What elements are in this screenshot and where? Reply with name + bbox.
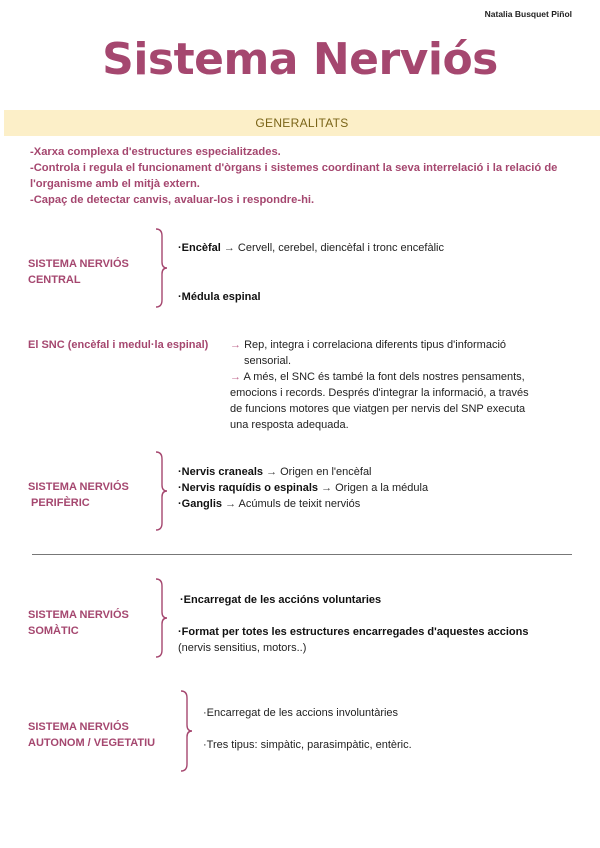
snp-item-bold: ·Nervis craneals bbox=[178, 466, 263, 478]
brace-icon bbox=[152, 228, 168, 308]
somatic-item-bold: ·Format per totes les estructures encarregades d'aquestes accions bbox=[178, 626, 529, 638]
snc-item-encefal bbox=[178, 240, 444, 256]
generalitats-item: -Capaç de detectar canvis, avaluar-los i respondre-hi. bbox=[30, 194, 315, 206]
snc-item-bold: ·Médula espinal bbox=[178, 291, 261, 303]
snc-item-medula bbox=[178, 289, 261, 305]
somatic-item-bold: ·Encarregat de les accións voluntaries bbox=[180, 594, 382, 606]
arrow-icon: → bbox=[230, 339, 241, 351]
snc-label-line: SISTEMA NERVIÓS bbox=[28, 258, 129, 270]
page-title: Sistema Nerviós bbox=[102, 34, 498, 85]
autonom-label bbox=[28, 719, 155, 751]
snp-items bbox=[178, 464, 428, 512]
snc-desc-line-text: A més, el SNC és també la font dels nostres pensaments, bbox=[243, 371, 525, 383]
brace-icon bbox=[152, 451, 168, 531]
snp-label-line: PERIFÈRIC bbox=[28, 497, 90, 509]
snp-item-text: Acúmuls de teixit nerviós bbox=[238, 498, 361, 510]
somatic-label-line: SISTEMA NERVIÓS bbox=[28, 609, 129, 621]
section-heading-band bbox=[4, 110, 600, 136]
snp-item-bold: ·Nervis raquídis o espinals bbox=[178, 482, 318, 494]
snc-item-bold: ·Encèfal bbox=[178, 242, 221, 254]
snp-label bbox=[28, 479, 129, 511]
snc-desc-line bbox=[230, 337, 570, 353]
snc-label bbox=[28, 256, 129, 288]
somatic-label-line: SOMÀTIC bbox=[28, 625, 79, 637]
autonom-label-line: SISTEMA NERVIÓS bbox=[28, 721, 129, 733]
snc-desc-line-text: Rep, integra i correlaciona diferents tipus d'informació bbox=[244, 339, 507, 351]
generalitats-list bbox=[30, 144, 575, 208]
snc-label-line: CENTRAL bbox=[28, 274, 81, 286]
autonom-item-2: ·Tres tipus: simpàtic, parasimpàtic, entèric. bbox=[203, 739, 412, 751]
divider bbox=[32, 554, 572, 555]
somatic-item-2 bbox=[178, 624, 578, 656]
snc-item-text: Cervell, cerebel, diencèfal i tronc encefàlic bbox=[237, 242, 444, 254]
somatic-item-text: (nervis sensitius, motors..) bbox=[178, 642, 307, 654]
brace-icon bbox=[152, 578, 168, 658]
somatic-item-1 bbox=[180, 592, 381, 608]
snp-label-line: SISTEMA NERVIÓS bbox=[28, 481, 129, 493]
arrow-icon: → bbox=[225, 498, 237, 510]
snc-desc-label: El SNC (encèfal i medul·la espinal) bbox=[28, 339, 209, 351]
snc-desc-line: sensorial. bbox=[244, 355, 292, 367]
snc-desc-text bbox=[230, 337, 570, 433]
snp-item bbox=[178, 496, 428, 512]
somatic-label bbox=[28, 607, 129, 639]
author-name: Natalia Busquet Piñol bbox=[484, 9, 572, 19]
brace-icon bbox=[177, 690, 193, 772]
snp-item-text: Origen en l'encèfal bbox=[280, 466, 372, 478]
section-heading: GENERALITATS bbox=[255, 116, 349, 130]
arrow-icon: → bbox=[321, 482, 333, 494]
arrow-icon: → bbox=[223, 242, 235, 254]
autonom-label-line: AUTONOM / VEGETATIU bbox=[28, 737, 156, 749]
arrow-icon: → bbox=[266, 466, 278, 478]
snp-item-text: Origen a la médula bbox=[335, 482, 429, 494]
generalitats-item: -Controla i regula el funcionament d'òrgans i sistemes coordinant la seva interrelació i la relació de l'organisme amb el mitjà extern. bbox=[30, 162, 558, 190]
snp-item bbox=[178, 464, 428, 480]
snp-item bbox=[178, 480, 428, 496]
snc-desc-line bbox=[230, 369, 570, 385]
generalitats-item: -Xarxa complexa d'estructures especialitzades. bbox=[30, 146, 281, 158]
snc-desc-line: emocions i records. Després d'integrar la informació, a través bbox=[230, 387, 529, 399]
snc-desc-line: una resposta adequada. bbox=[230, 419, 349, 431]
arrow-icon: → bbox=[230, 371, 241, 383]
autonom-item-1: ·Encarregat de les accions involuntàries bbox=[203, 707, 399, 719]
snc-desc-line: de funcions motores que viatgen per nervis del SNP executa bbox=[230, 403, 526, 415]
snp-item-bold: ·Ganglis bbox=[178, 498, 223, 510]
